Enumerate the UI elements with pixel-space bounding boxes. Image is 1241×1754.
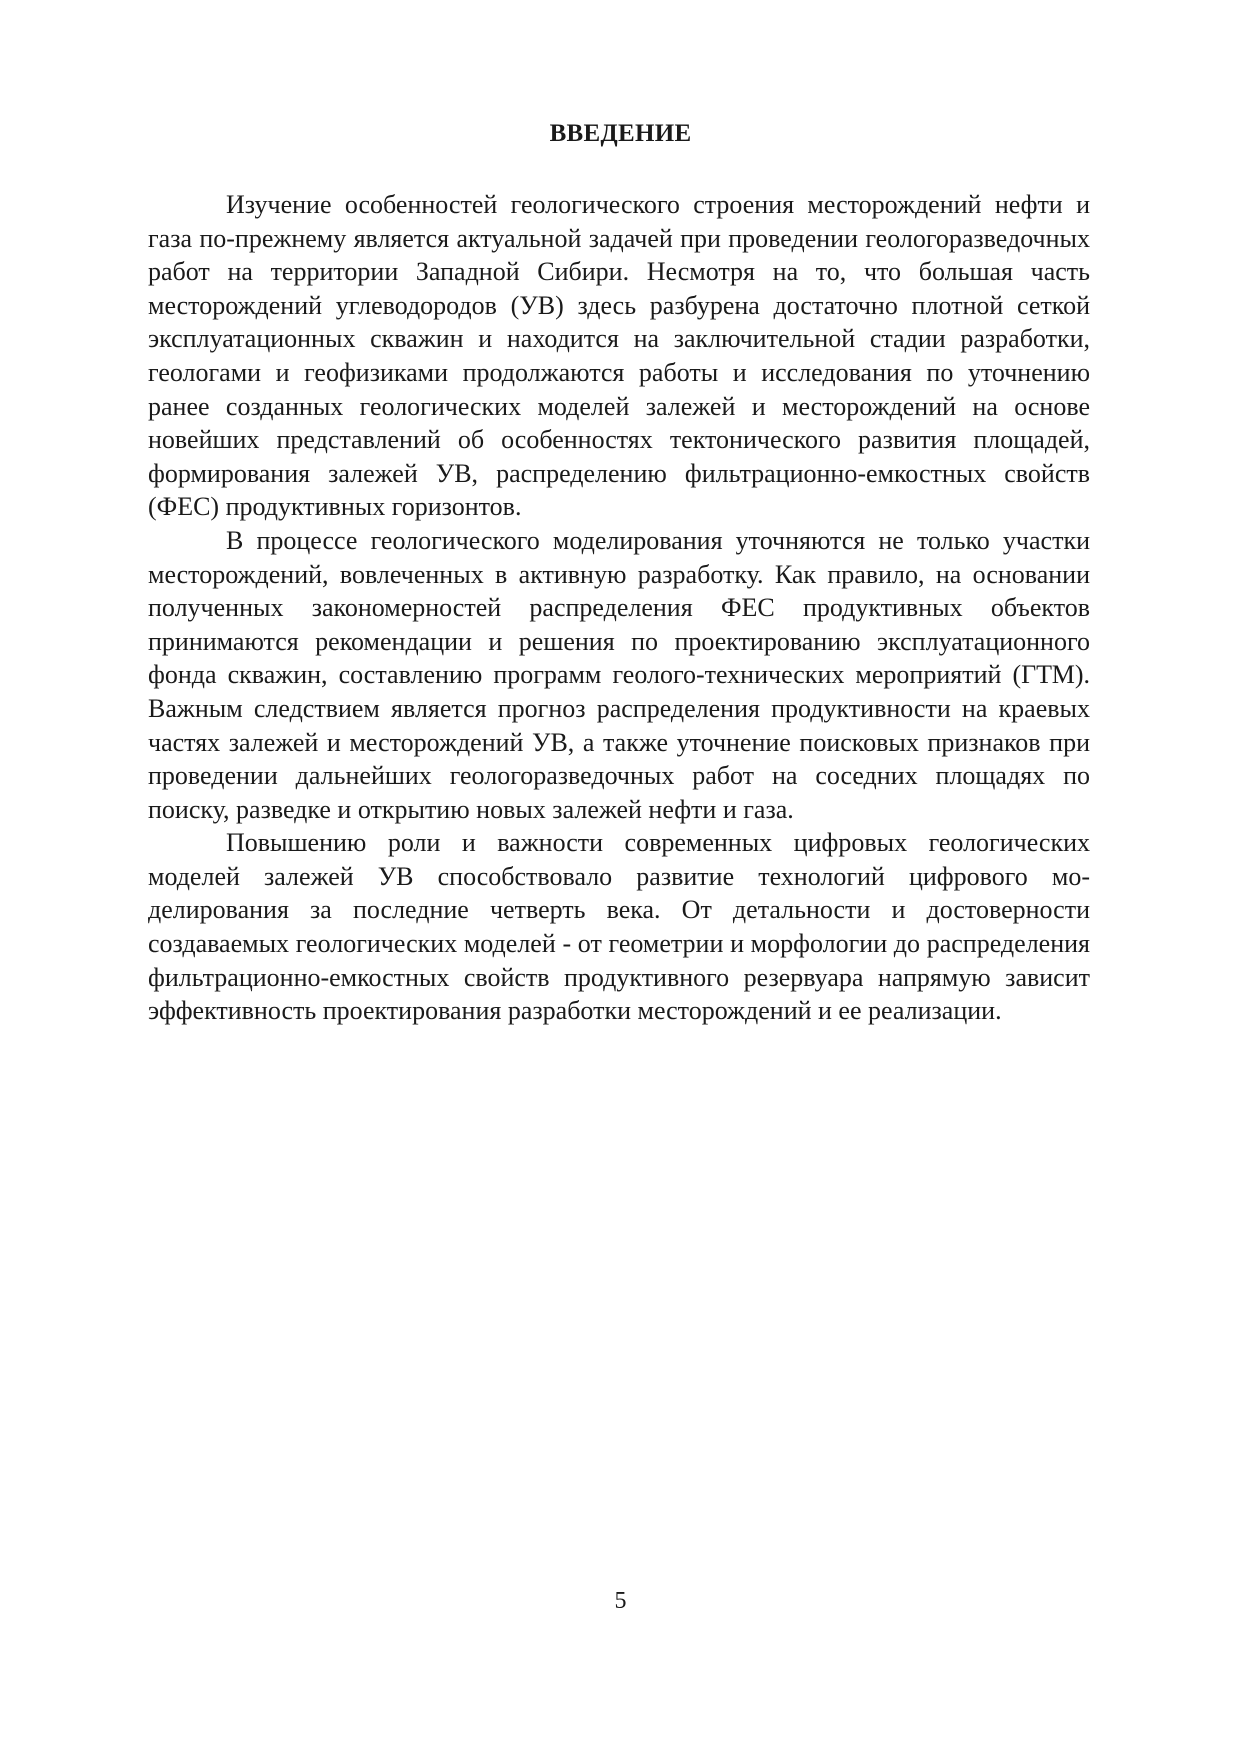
- paragraph-2: В процессе геологического моделирования уточняются не только участки месторождений, вовлеченных в активную разработку. Как правило, на основании полученных закономерностей распределения ФЕС продуктивных объектов принимаются рекомендации и решения по проектированию эксплуатационного фонда скважин, составлению программ геолого-технических мероприятий (ГТМ). Важным следствием является прогноз распределения продуктивности на краевых частях залежей и месторождений УВ, а также уточнение поисковых признаков при проведении дальнейших геологоразведочных работ на соседних площадях по поиску, разведке и открытию новых залежей нефти и газа.: [148, 525, 1090, 824]
- page-number: 5: [614, 1588, 627, 1614]
- body-text: [148, 188, 1090, 1028]
- paragraph-1: Изучение особенностей геологического строения месторождений нефти и газа по-прежнему является актуальной задачей при проведении геологоразведочных работ на территории Западной Сибири. Несмотря на то, что большая часть месторождений углеводородов (УВ) здесь разбурена достаточно плотной сеткой эксплуатационных скважин и находится на заключительной стадии разработки, геологами и геофизиками продолжаются работы и исследования по уточнению ранее созданных геологических моделей залежей и месторождений на основе новейших представлений об особенностях тектонического развития площадей, формирования залежей УВ, распределению фильтрационно-емкостных свойств (ФЕС) продуктивных горизонтов.: [148, 190, 1090, 522]
- paragraph-3: Повышению роли и важности современных цифровых геологических моделей залежей УВ способствовало развитие технологий цифрового моделирования за последние четверть века. От детальности и достоверности создаваемых геологических моделей - от геометрии и морфологии до распределения фильтрационно-емкостных свойств продуктивного резервуара напрямую зависит эффективность проектирования разработки месторождений и ее реализации.: [148, 828, 1090, 1026]
- page-title: ВВЕДЕНИЕ: [549, 120, 692, 147]
